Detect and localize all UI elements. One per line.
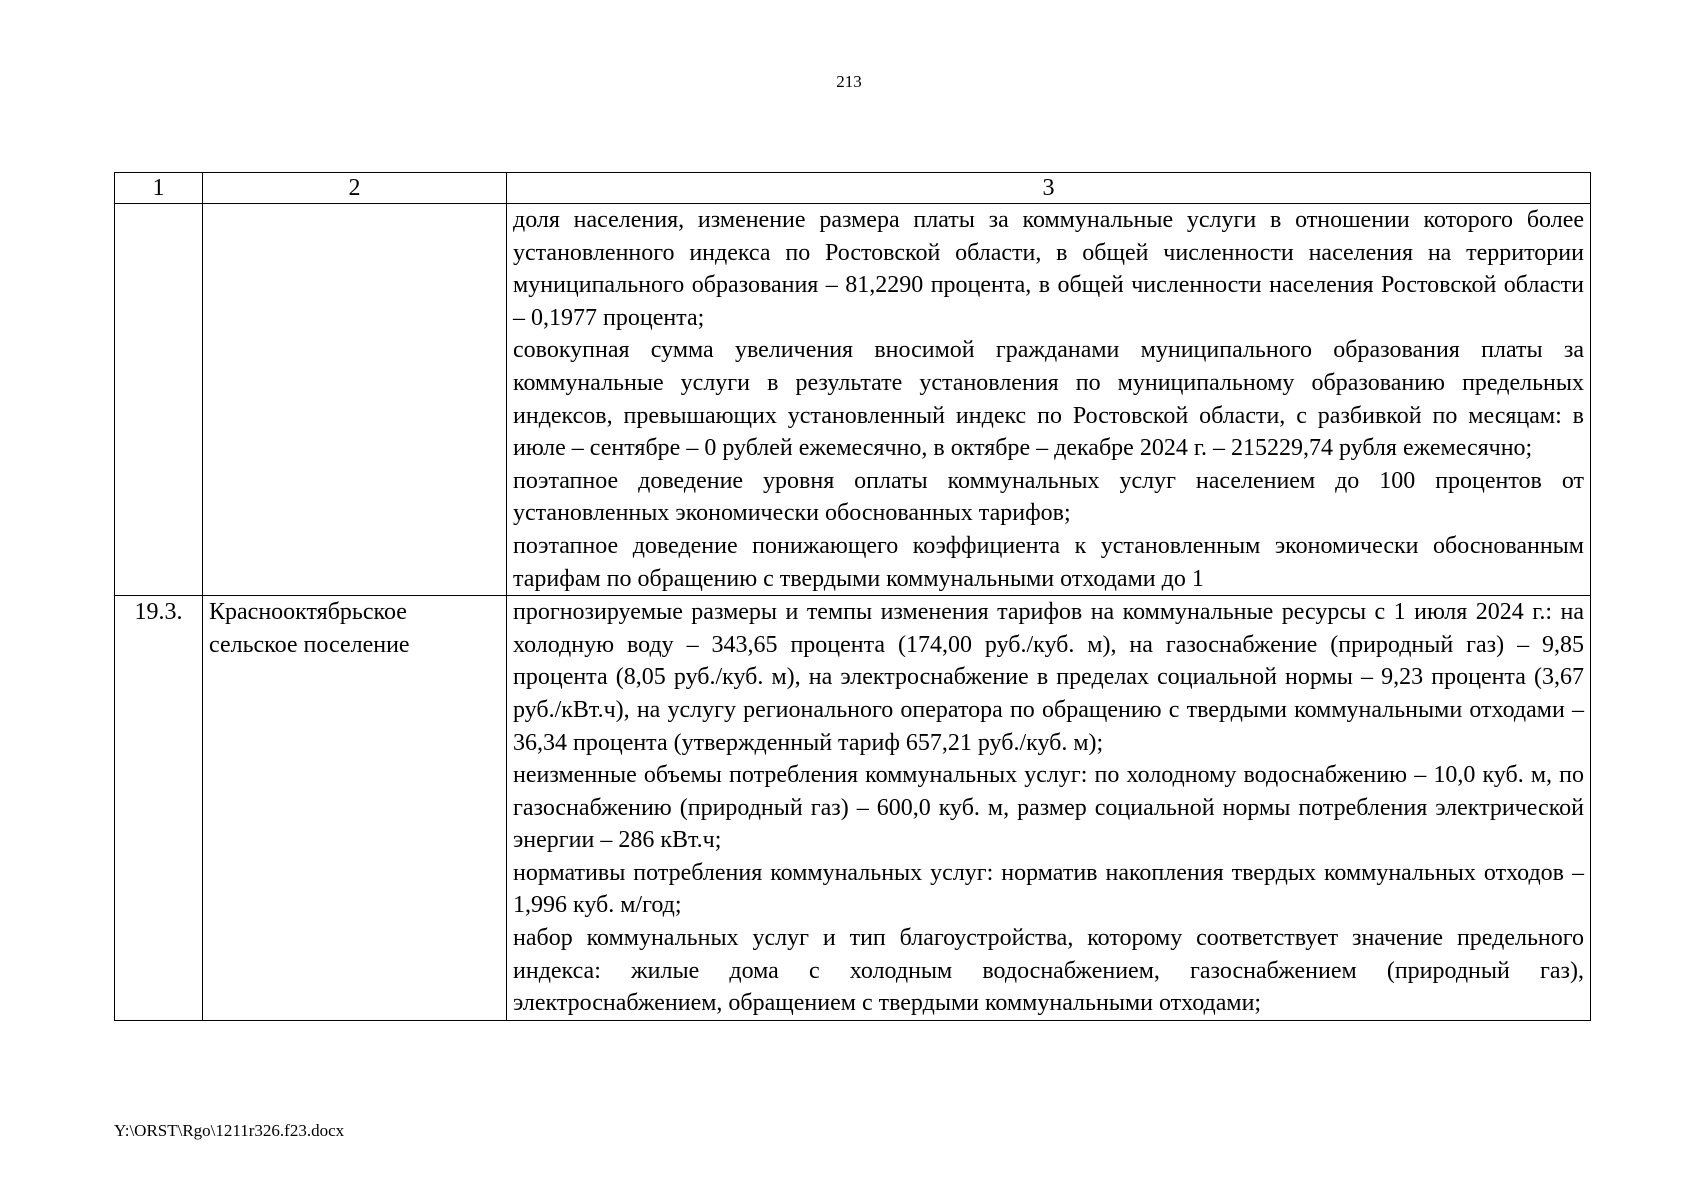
table-row-continuation: [115, 204, 1591, 596]
table-header-row: [115, 173, 1591, 204]
row-number-cell: [115, 204, 203, 596]
paragraph-consumption-norms: нормативы потребления коммунальных услуг: норматив накопления твердых коммунальных отходов – 1,996 куб. м/год;: [513, 859, 1584, 919]
table-row-19-3: [115, 596, 1591, 1021]
paragraph-reducing-coefficient: поэтапное доведение понижающего коэффициента к установленным экономически обоснованным тарифам по обращению с твердыми коммунальными отходами до 1: [513, 532, 1584, 592]
footer-file-path: Y:\ORST\Rgo\1211r326.f23.docx: [114, 1121, 345, 1140]
paragraph-total-increase: совокупная сумма увеличения вносимой гражданами муниципального образования платы за коммунальные услуги в результате установления по муниципальному образованию предельных индексов, превышающих установленный индекс по Ростовской области, с разбивкой по месяцам: в июле – сентябре – 0 рублей ежемесячно, в октябре – декабре 2024 г. – 215229,74 рубля ежемесячно;: [513, 337, 1584, 462]
paragraph-consumption-volumes: неизменные объемы потребления коммунальных услуг: по холодному водоснабжению – 10,0 куб. м, по газоснабжению (природный газ) – 600,0 куб. м, размер социальной нормы потребления электрической энергии – 286 кВт.ч;: [513, 762, 1584, 854]
paragraph-population-share: доля населения, изменение размера платы за коммунальные услуги в отношении которого более установленного индекса по Ростовской области, в общей численности населения на территории муниципального образования – 81,2290 процента, в общей численности населения Ростовской области – 0,1977 процента;: [513, 207, 1584, 331]
column-header-1: 1: [115, 173, 203, 204]
settlement-name-cell: Краснооктябрьское сельское поселение: [203, 596, 507, 1021]
paragraph-service-set: набор коммунальных услуг и тип благоустройства, которому соответствует значение предельного индекса: жилые дома с холодным водоснабжением, газоснабжением (природный газ), электроснабжением, обращением с твердыми коммунальными отходами;: [513, 925, 1584, 1017]
row-number-cell: 19.3.: [115, 596, 203, 1021]
description-cell: [507, 596, 1591, 1021]
paragraph-payment-level: поэтапное доведение уровня оплаты коммунальных услуг населением до 100 процентов от установленных экономически обоснованных тарифов;: [513, 467, 1584, 527]
paragraph-tariff-forecast: прогнозируемые размеры и темпы изменения тарифов на коммунальные ресурсы с 1 июля 2024 г.: на холодную воду – 343,65 процента (174,00 руб./куб. м), на газоснабжение (природный газ) – 9,85 процента (8,05 руб./куб. м), на электроснабжение в пределах социальной нормы – 9,23 процента (3,67 руб./кВт.ч), на услугу регионального оператора по обращению с твердыми коммунальными отходами – 36,34 процента (утвержденный тариф 657,21 руб./куб. м);: [513, 599, 1584, 756]
document-table: [114, 172, 1591, 1021]
column-header-3: 3: [507, 173, 1591, 204]
page-number: 213: [836, 72, 862, 91]
settlement-name-cell: [203, 204, 507, 596]
description-cell: [507, 204, 1591, 596]
column-header-2: 2: [203, 173, 507, 204]
